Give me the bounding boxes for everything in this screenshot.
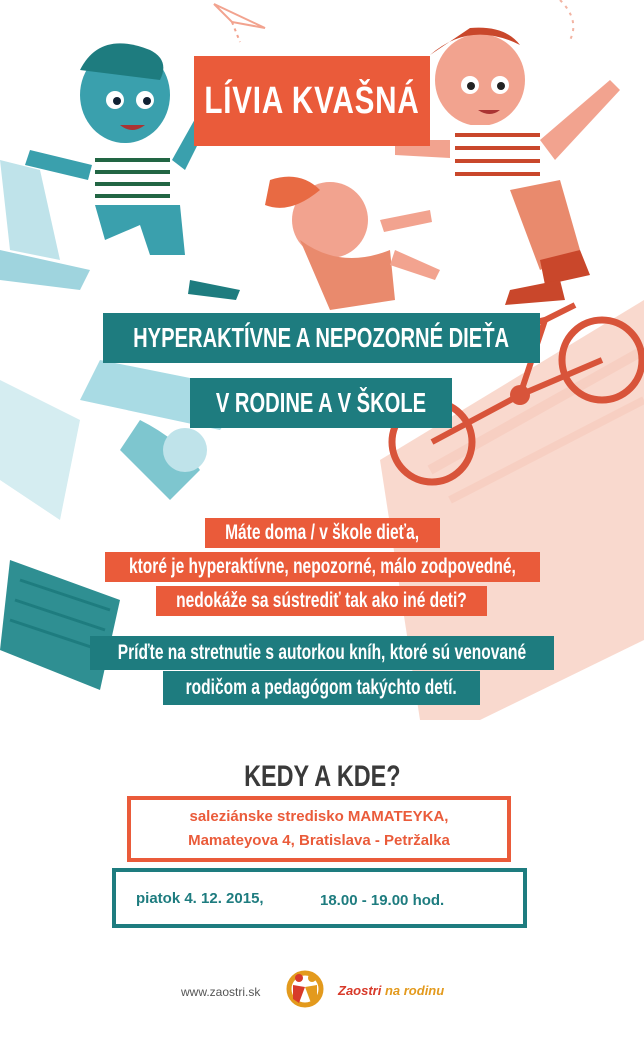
question-line-3 [156,586,487,616]
invite-text-2: rodičom a pedagógom takýchto detí. [185,676,458,699]
question-line-2 [105,552,540,582]
title-line-1-banner [103,313,540,363]
question-text-2: ktoré je hyperaktívne, nepozorné, málo zodpovedné, [129,555,516,578]
zaostri-logo-icon [285,969,325,1011]
author-name: LÍVIA KVAŠNÁ [204,79,420,122]
event-hours: 18.00 - 19.00 hod. [320,892,445,909]
when-where-heading [0,760,644,794]
title-line-2-banner [190,378,452,428]
when-where-heading-text: KEDY A KDE? [243,760,401,793]
invite-text-1: Príďte na stretnutie s autorkou kníh, ktoré sú venované [117,641,527,664]
venue-box [127,796,511,862]
title-line-1: HYPERAKTÍVNE A NEPOZORNÉ DIEŤA [133,322,510,353]
invite-line-1 [90,636,554,670]
title-line-2: V RODINE A V ŠKOLE [215,387,427,418]
date-time-box [112,868,527,928]
question-text-1: Máte doma / v škole dieťa, [225,521,420,544]
invite-line-2 [163,671,480,705]
event-date: piatok 4. 12. 2015, [136,890,264,907]
girl-bike-illustration [265,177,440,310]
venue-address: Mamateyova 4, Bratislava - Petržalka [188,832,450,849]
brand-name [338,983,444,998]
question-line-1 [205,518,440,548]
brand-part-1: Zaostri [338,983,382,998]
website-link[interactable]: www.zaostri.sk [181,985,261,999]
author-name-banner [194,56,430,146]
paper-plane-icon [214,4,265,42]
brand-part-2: na rodinu [384,983,445,998]
question-text-3: nedokáže sa sústrediť tak ako iné deti? [176,589,467,612]
venue-name: saleziánske stredisko MAMATEYKA, [189,808,449,825]
